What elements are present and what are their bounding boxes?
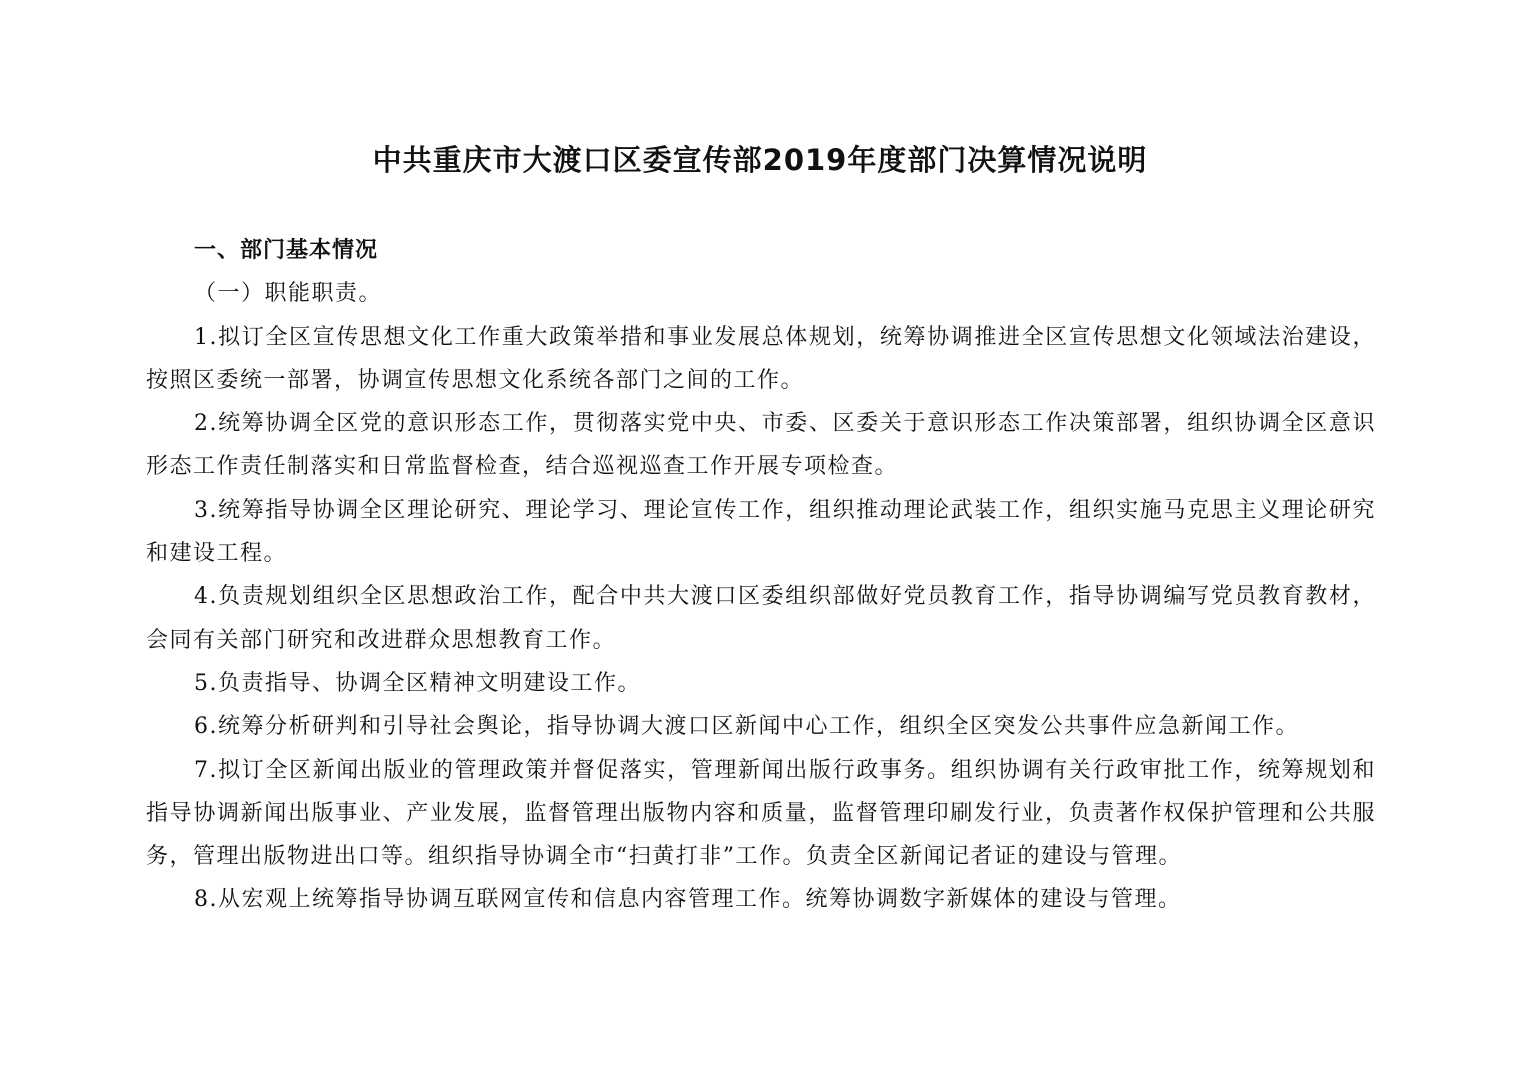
duty-paragraph-7: 7.拟订全区新闻出版业的管理政策并督促落实，管理新闻出版行政事务。组织协调有关行政审批工作，统筹规划和指导协调新闻出版事业、产业发展，监督管理出版物内容和质量，监督管理印刷发行业，负责著作权保护管理和公共服务，管理出版物进出口等。组织指导协调全市“扫黄打非”工作。负责全区新闻记者证的建设与管理。 [146,757,1376,870]
document-body [146,229,1376,922]
duty-paragraph-1: 1.拟订全区宣传思想文化工作重大政策举措和事业发展总体规划，统筹协调推进全区宣传思想文化领域法治建设，按照区委统一部署，协调宣传思想文化系统各部门之间的工作。 [146,324,1376,393]
sub-heading: （一）职能职责。 [194,281,383,307]
duty-paragraph-2: 2.统筹协调全区党的意识形态工作，贯彻落实党中央、市委、区委关于意识形态工作决策部署，组织协调全区意识形态工作责任制落实和日常监督检查，结合巡视巡查工作开展专项检查。 [146,411,1376,480]
section-heading: 一、部门基本情况 [194,238,379,263]
duty-paragraph-3: 3.统筹指导协调全区理论研究、理论学习、理论宣传工作，组织推动理论武装工作，组织实施马克思主义理论研究和建设工程。 [146,497,1376,567]
document-title: 中共重庆市大渡口区委宣传部2019年度部门决算情况说明 [372,143,1148,177]
duty-paragraph-5: 5.负责指导、协调全区精神文明建设工作。 [194,670,641,696]
duty-paragraph-6: 6.统筹分析研判和引导社会舆论，指导协调大渡口区新闻中心工作，组织全区突发公共事件应急新闻工作。 [194,714,1299,740]
duty-paragraph-8: 8.从宏观上统筹指导协调互联网宣传和信息内容管理工作。统筹协调数字新媒体的建设与管理。 [194,887,1182,913]
duty-paragraph-4: 4.负责规划组织全区思想政治工作，配合中共大渡口区委组织部做好党员教育工作，指导协调编写党员教育教材，会同有关部门研究和改进群众思想教育工作。 [146,584,1376,653]
